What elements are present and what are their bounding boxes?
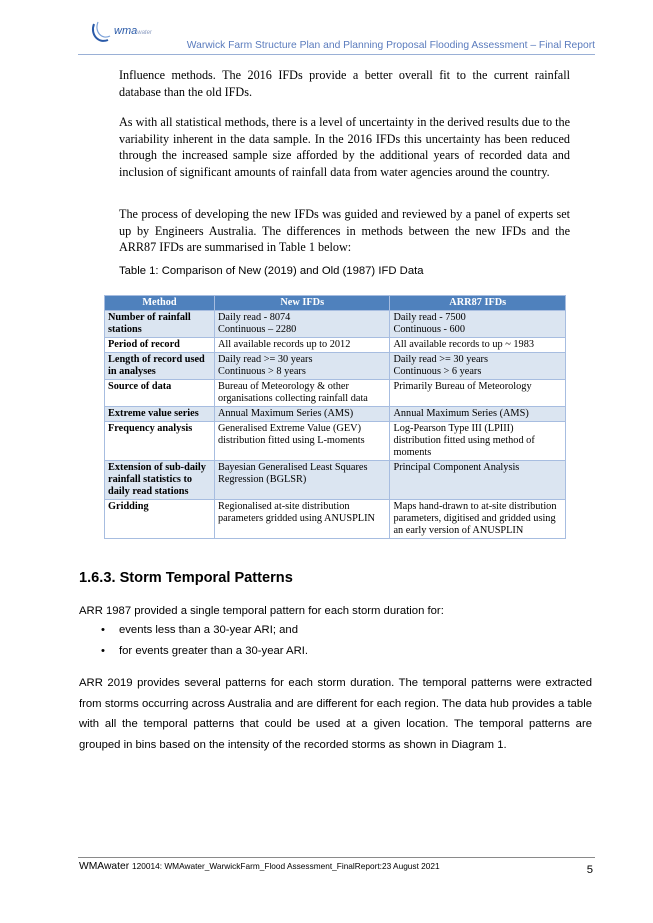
table-cell-arr87: Principal Component Analysis [390,461,566,500]
header-arr87-ifds: ARR87 IFDs [390,296,566,311]
table-cell-method: Source of data [105,380,215,407]
ifd-comparison-table [104,295,566,539]
table-cell-arr87: All available records to up ~ 1983 [390,338,566,353]
table-cell-new: Daily read - 8074 Continuous – 2280 [214,311,390,338]
table-cell-arr87: Primarily Bureau of Meteorology [390,380,566,407]
header-divider [78,54,595,55]
paragraph-1: Influence methods. The 2016 IFDs provide a better overall fit to the current rainfall database than the old IFDs. [119,68,570,99]
table-cell-arr87: Annual Maximum Series (AMS) [390,407,566,422]
section-intro: ARR 1987 provided a single temporal pattern for each storm duration for: [79,605,444,617]
table-cell-new: Annual Maximum Series (AMS) [214,407,390,422]
header-new-ifds: New IFDs [214,296,390,311]
paragraph-3: The process of developing the new IFDs was guided and reviewed by a panel of experts set up by Engineers Australia. The differences in methods between the new IFDs and the ARR87 IFDs are summarised in Table 1 below: [119,207,570,254]
table-cell-arr87: Maps hand-drawn to at-site distribution parameters, digitised and gridded using an early version of ANUSPLIN [390,500,566,539]
table-cell-method: Frequency analysis [105,422,215,461]
table-cell-new: Daily read >= 30 years Continuous > 8 years [214,353,390,380]
table-cell-method: Extension of sub-daily rainfall statistics to daily read stations [105,461,215,500]
list-item: • for events greater than a 30-year ARI. [79,641,308,662]
table-cell-method: Period of record [105,338,215,353]
table-cell-method: Length of record used in analyses [105,353,215,380]
paragraph-2: As with all statistical methods, there is a level of uncertainty in the derived results due to the variability inherent in the data sample. In the 2016 IFDs this uncertainty has been reduced through the increased sample size afforded by the additional years of recorded data and inclusion of significant amounts of rainfall data from water agencies around the country. [119,115,570,179]
bullet-icon: • [101,645,105,657]
table-row [105,338,566,353]
table-cell-method: Number of rainfall stations [105,311,215,338]
table-row [105,407,566,422]
table-row [105,311,566,338]
table-row [105,380,566,407]
header-method: Method [105,296,215,311]
page-number: 5 [586,864,593,876]
report-header-title: Warwick Farm Structure Plan and Planning Proposal Flooding Assessment – Final Report [186,40,595,51]
table-cell-new: All available records up to 2012 [214,338,390,353]
bullet-icon: • [101,624,105,636]
table-cell-new: Bayesian Generalised Least Squares Regression (BGLSR) [214,461,390,500]
table-row [105,422,566,461]
table-row [105,500,566,539]
company-logo: wmawater [114,25,152,37]
table-cell-method: Gridding [105,500,215,539]
table-cell-method: Extreme value series [105,407,215,422]
table-cell-new: Bureau of Meteorology & other organisations collecting rainfall data [214,380,390,407]
table-row [105,353,566,380]
bullet-list [79,620,308,662]
table-cell-arr87: Log-Pearson Type III (LPIII) distribution fitted using method of moments [390,422,566,461]
footer-divider [78,857,595,858]
table-row [105,461,566,500]
section-paragraph: ARR 2019 provides several patterns for each storm duration. The temporal patterns were extracted from storms occurring across Australia and are different for each region. The data hub provides a table with all the temporal patterns that could be used at a given location. The temporal patterns are grouped in bins based on the intensity of the recorded storms as shown in Diagram 1. [79,677,592,751]
table-cell-arr87: Daily read - 7500 Continuous - 600 [390,311,566,338]
section-heading: 1.6.3. Storm Temporal Patterns [79,570,293,586]
table-caption: Table 1: Comparison of New (2019) and Old (1987) IFD Data [119,265,424,277]
list-item: • events less than a 30-year ARI; and [79,620,308,641]
footer-reference: WMAwater 120014: WMAwater_WarwickFarm_Flood Assessment_FinalReport:23 August 2021 [79,861,440,872]
table-header-row [105,296,566,311]
table-cell-new: Regionalised at-site distribution parameters gridded using ANUSPLIN [214,500,390,539]
table-cell-arr87: Daily read >= 30 years Continuous > 6 years [390,353,566,380]
table-cell-new: Generalised Extreme Value (GEV) distribution fitted using L-moments [214,422,390,461]
